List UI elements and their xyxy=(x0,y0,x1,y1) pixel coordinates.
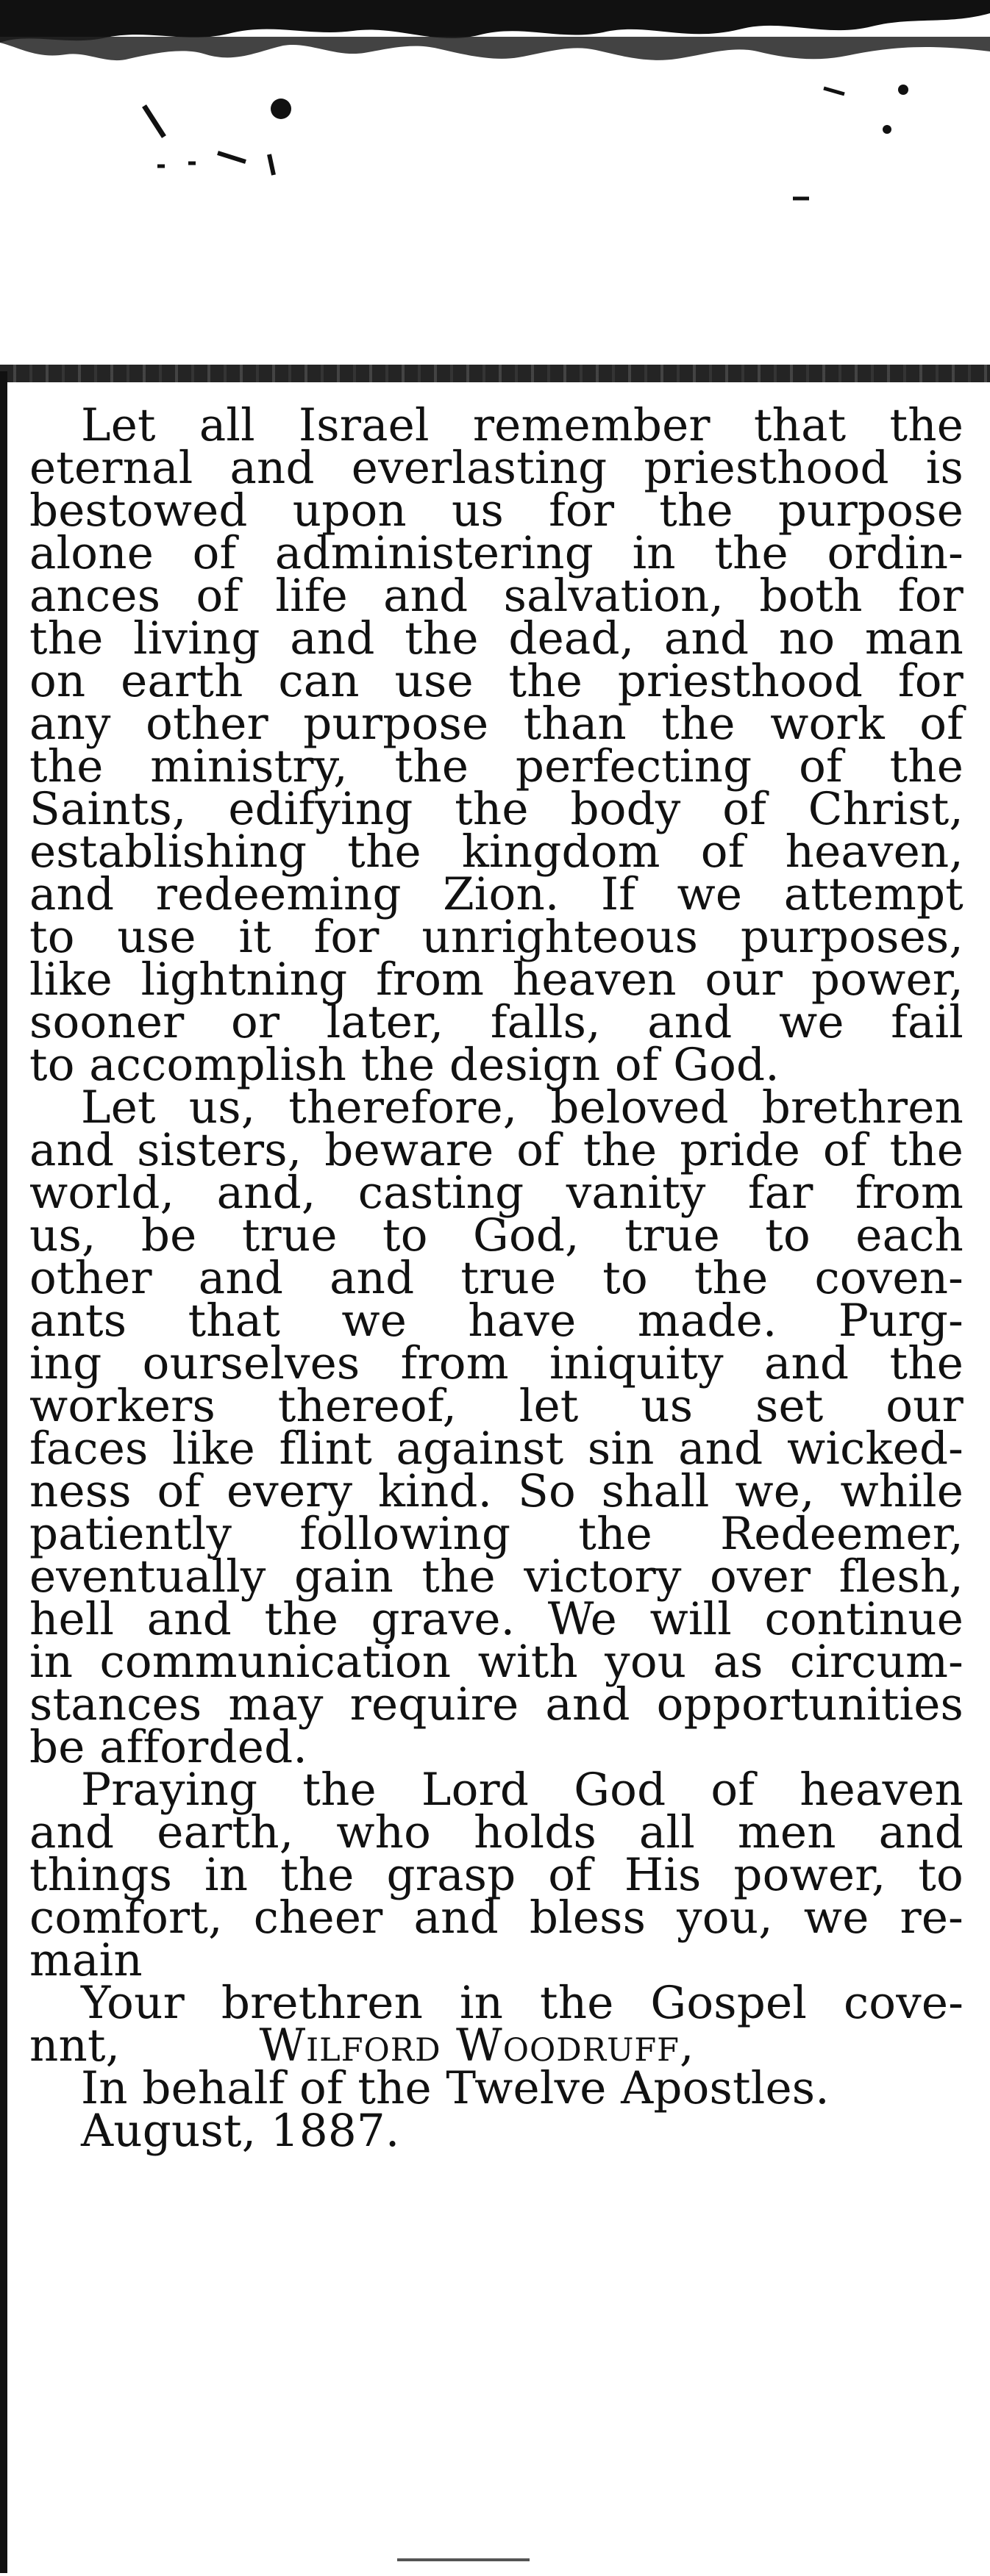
column-left-border xyxy=(0,371,7,2573)
article-line: eventually gain the victory over flesh, xyxy=(29,1550,964,1603)
article-line: any other purpose than the work of xyxy=(29,698,964,750)
column-rule xyxy=(0,365,990,382)
article-line: workers thereof, let us set our xyxy=(29,1380,964,1432)
article-line: to accomplish the design of God. xyxy=(29,1039,780,1091)
article-line: and sisters, beware of the pride of the xyxy=(29,1124,964,1176)
article-line: bestowed upon us for the purpose xyxy=(29,484,964,537)
article-line: stances may require and opportunities xyxy=(29,1678,964,1731)
article-line: us, be true to God, true to each xyxy=(29,1209,964,1262)
article-line: to use it for unrighteous purposes, xyxy=(29,911,964,963)
article-line: Praying the Lord God of heaven xyxy=(81,1764,964,1816)
article-line: like lightning from heaven our power, xyxy=(29,954,964,1006)
closing-signature-line xyxy=(29,2019,964,2072)
closing-prefix: nnt, xyxy=(29,2019,121,2072)
paragraph-3 xyxy=(29,1764,964,1986)
closing-behalf-line: In behalf of the Twelve Apostles. xyxy=(81,2062,830,2114)
article-line: main xyxy=(29,1934,143,1986)
article-line: and redeeming Zion. If we attempt xyxy=(29,868,964,920)
article-line: eternal and everlasting priesthood is xyxy=(29,442,964,494)
article-line: ness of every kind. So shall we, while xyxy=(29,1465,964,1517)
article-line: things in the grasp of His power, to xyxy=(29,1849,964,1901)
article-line: sooner or later, falls, and we fail xyxy=(29,996,964,1048)
closing-date: August, 1887. xyxy=(81,2105,400,2157)
article-line: faces like flint against sin and wicked- xyxy=(29,1423,964,1475)
article-line: hell and the grave. We will continue xyxy=(29,1593,964,1645)
article-line: ants that we have made. Purg- xyxy=(29,1295,964,1347)
closing-block xyxy=(29,1977,964,2157)
article-line: ances of life and salvation, both for xyxy=(29,570,964,622)
article-line: the ministry, the perfecting of the xyxy=(29,740,964,793)
scan-noise-top xyxy=(0,0,990,221)
closing-line: Your brethren in the Gospel cove- xyxy=(81,1977,964,2029)
article-line: world, and, casting vanity far from xyxy=(29,1167,964,1219)
article-line: Let all Israel remember that the xyxy=(81,399,964,451)
paragraph-1 xyxy=(29,399,964,1091)
newspaper-article xyxy=(29,399,964,2157)
article-line: in communication with you as circum- xyxy=(29,1636,964,1688)
article-line: be afforded. xyxy=(29,1721,307,1773)
article-line: the living and the dead, and no man xyxy=(29,612,964,665)
article-line: comfort, cheer and bless you, we re- xyxy=(29,1892,964,1944)
article-line: on earth can use the priesthood for xyxy=(29,655,964,707)
signature-name: Wilford Woodruff, xyxy=(259,2019,695,2072)
bottom-rule-mark xyxy=(397,2558,530,2561)
article-line: patiently following the Redeemer, xyxy=(29,1508,964,1560)
article-line: Saints, edifying the body of Christ, xyxy=(29,783,964,835)
article-line: Let us, therefore, beloved brethren xyxy=(81,1081,964,1134)
paragraph-2 xyxy=(29,1081,964,1773)
article-line: other and and true to the coven- xyxy=(29,1252,964,1304)
article-line: and earth, who holds all men and xyxy=(29,1806,964,1858)
article-line: ing ourselves from iniquity and the xyxy=(29,1337,964,1389)
article-line: establishing the kingdom of heaven, xyxy=(29,826,964,878)
article-line: alone of administering in the ordin- xyxy=(29,527,964,579)
